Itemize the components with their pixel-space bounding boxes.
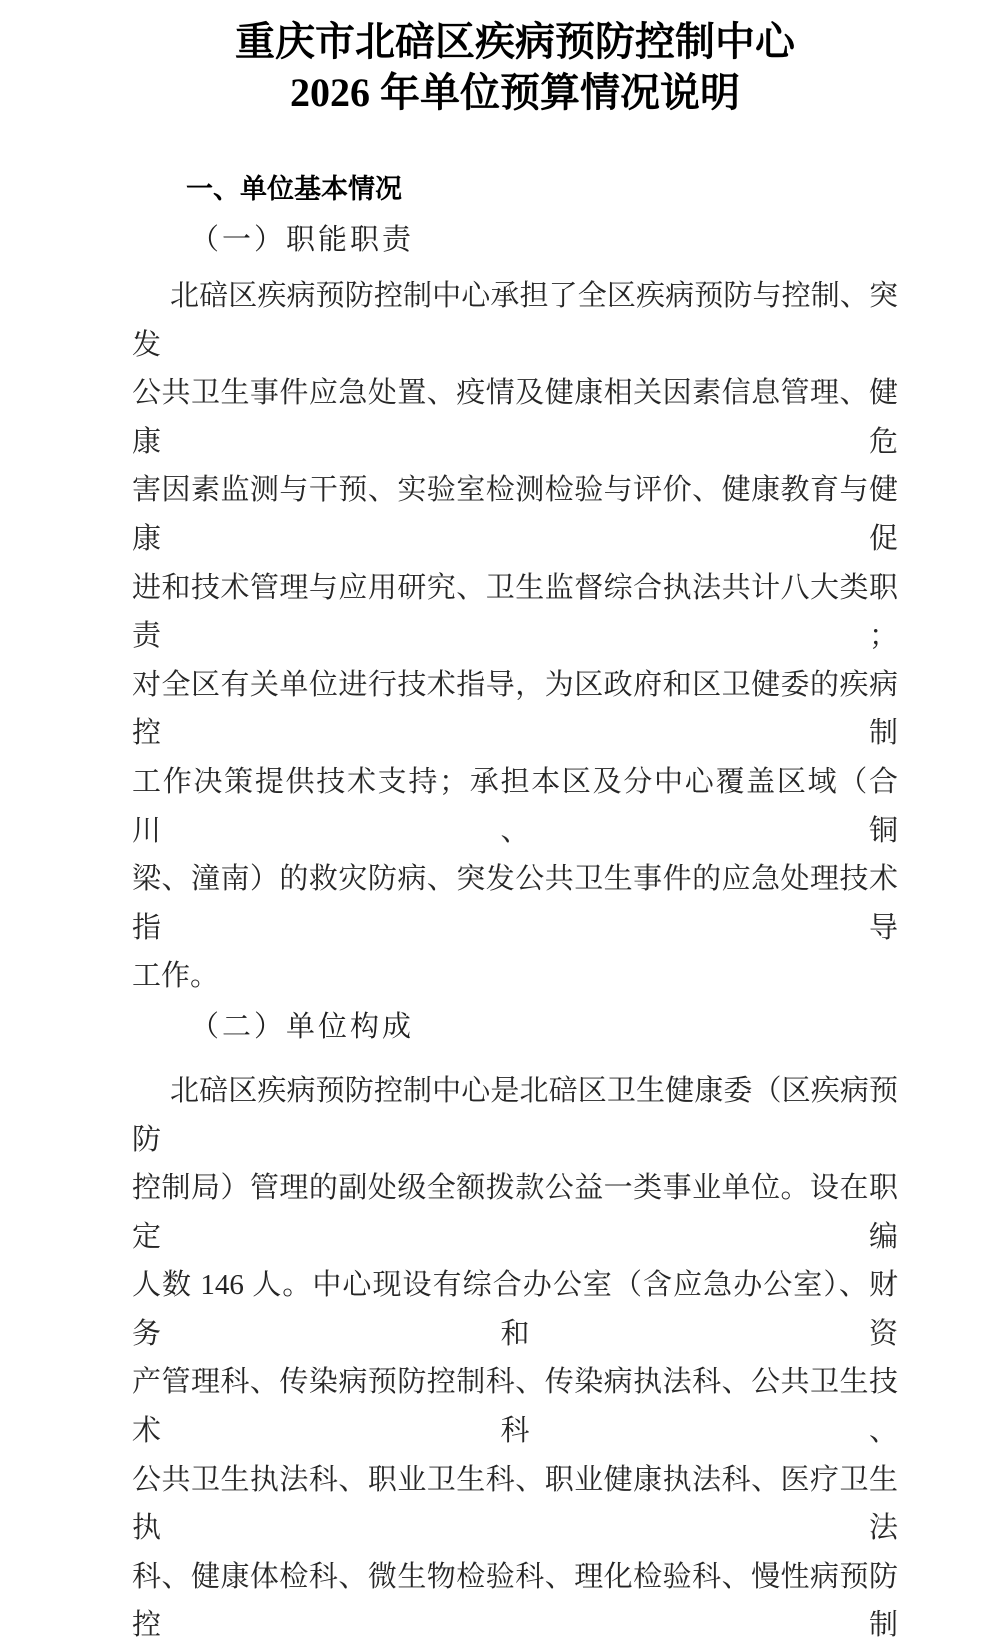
paragraph-line: 公共卫生执法科、职业卫生科、职业健康执法科、医疗卫生执法 [132,1463,898,1545]
document-title [132,16,898,118]
paragraph-duties [132,272,898,1001]
paragraph-line: 工作。 [132,960,220,993]
paragraph-line: 害因素监测与干预、实验室检测检验与评价、健康教育与健康促 [132,474,898,555]
document-title-line1: 重庆市北碚区疾病预防控制中心 [235,19,795,64]
paragraph-line: 产管理科、传染病预防控制科、传染病执法科、公共卫生技术科、 [132,1366,898,1448]
subsection-heading-duties: （一）职能职责 [190,224,415,256]
paragraph-line: 北碚区疾病预防控制中心承担了全区疾病预防与控制、突发 [132,280,898,361]
paragraph-line: 公共卫生事件应急处置、疫情及健康相关因素信息管理、健康危 [132,377,898,458]
paragraph-composition [132,1067,898,1650]
subsection-heading-composition: （二）单位构成 [190,1010,415,1043]
section-heading-basic-info: 一、单位基本情况 [186,174,402,204]
paragraph-line: 工作决策提供技术支持；承担本区及分中心覆盖区域（合川、铜 [132,765,898,847]
paragraph-line: 北碚区疾病预防控制中心是北碚区卫生健康委（区疾病预防 [132,1074,898,1156]
paragraph-line: 对全区有关单位进行技术指导，为区政府和区卫健委的疾病控制 [132,668,898,750]
document-title-line2: 2026 年单位预算情况说明 [290,70,740,115]
paragraph-line: 进和技术管理与应用研究、卫生监督综合执法共计八大类职责； [132,571,898,653]
paragraph-line: 人数 146 人。中心现设有综合办公室（含应急办公室）、财务和资 [132,1269,898,1350]
paragraph-line: 控制局）管理的副处级全额拨款公益一类事业单位。设在职定编 [132,1172,898,1253]
paragraph-line: 科、健康体检科、微生物检验科、理化检验科、慢性病预防控制 [132,1560,898,1642]
paragraph-line: 梁、潼南）的救灾防病、突发公共卫生事件的应急处理技术指导 [132,863,898,944]
